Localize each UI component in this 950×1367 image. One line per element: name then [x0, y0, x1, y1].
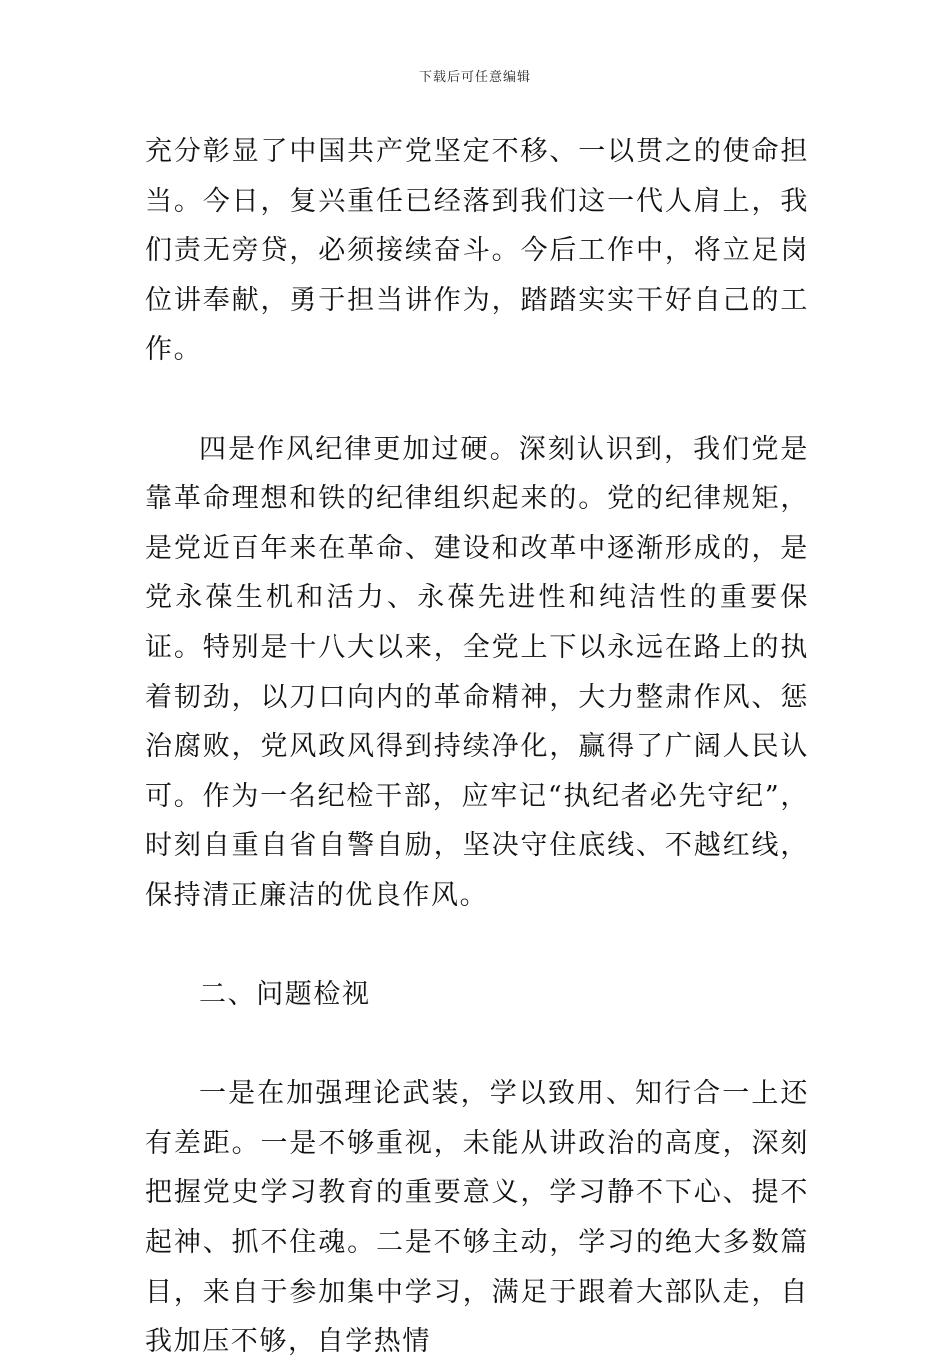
page-header-note: 下载后可任意编辑: [418, 70, 531, 85]
paragraph-continuation: 充分彰显了中国共产党坚定不移、一以贯之的使命担当。今日，复兴重任已经落到我们这一代人肩上，我们责无旁贷，必须接续奋斗。今后工作中，将立足岗位讲奉献，勇于担当讲作为，踏踏实实干好自己的工作。: [145, 136, 809, 366]
paragraph-gap: [145, 1020, 809, 1070]
paragraph-problem-review: 一是在加强理论武装，学以致用、知行合一上还有差距。一是不够重视，未能从讲政治的高度，深刻把握党史学习教育的重要意义，学习静不下心、提不起神、抓不住魂。二是不够主动，学习的绝大多数篇目，来自于参加集中学习，满足于跟着大部队走，自我加压不够，自学热情: [145, 1078, 809, 1358]
paragraph-gap: [145, 921, 809, 971]
paragraph-gap: [145, 375, 809, 425]
document-body: [145, 127, 809, 1367]
paragraph-discipline: 四是作风纪律更加过硬。深刻认识到，我们党是靠革命理想和铁的纪律组织起来的。党的纪律规矩，是党近百年来在革命、建设和改革中逐渐形成的，是党永葆生机和活力、永葆先进性和纯洁性的重要保证。特别是十八大以来，全党上下以永远在路上的执着韧劲，以刀口向内的革命精神，大力整肃作风、惩治腐败，党风政风得到持续净化，赢得了广阔人民认可。作为一名纪检干部，应牢记“执纪者必先守纪”，时刻自重自省自警自励，坚决守住底线、不越红线，保持清正廉洁的优良作风。: [145, 433, 809, 911]
section-heading: 二、问题检视: [199, 979, 371, 1011]
